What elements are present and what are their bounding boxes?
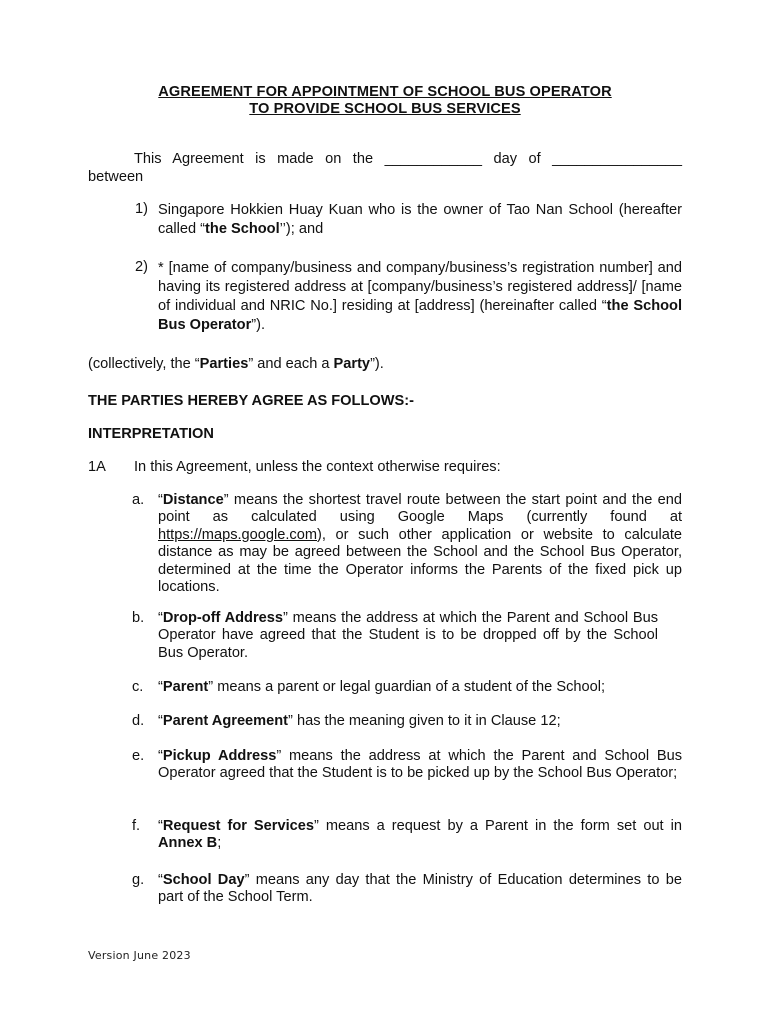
google-maps-link[interactable]: https://maps.google.com	[158, 526, 317, 543]
party-1-number: 1)	[135, 201, 148, 217]
def-f-rest-a: ” means a request by a Parent in the form set out in	[313, 818, 682, 834]
party-2-text-b: ”).	[251, 317, 266, 333]
def-b-rest: ” means the address at which the Parent and School Bus Operator have agreed that the Student is to be dropped off by the School Bus Operator.	[158, 610, 658, 661]
def-b-label: b.	[132, 610, 145, 626]
def-e-open: “	[158, 748, 163, 764]
intro-between: between	[88, 169, 144, 185]
def-a-open: “	[158, 492, 163, 508]
def-c-open: “	[158, 679, 163, 695]
def-d-label: d.	[132, 713, 145, 729]
def-f-rest-b: ;	[217, 835, 222, 852]
def-d	[158, 713, 682, 730]
def-f	[158, 818, 682, 853]
def-e-label: e.	[132, 748, 145, 764]
party-2-text	[158, 259, 682, 335]
version-footer: Version June 2023	[88, 949, 191, 962]
party-1-text	[158, 201, 682, 239]
def-a-label: a.	[132, 492, 145, 508]
collective-d: ”).	[370, 356, 384, 372]
def-b-term: Drop-off Address	[162, 610, 283, 626]
def-c-label: c.	[132, 679, 144, 695]
collective-a: (collectively, the “	[88, 356, 200, 372]
def-f-label: f.	[132, 818, 141, 834]
clause-text: In this Agreement, unless the context otherwise requires:	[134, 459, 501, 475]
def-d-open: “	[158, 713, 163, 729]
date-blank: ____________	[384, 151, 482, 167]
def-f-open: “	[158, 818, 163, 834]
def-a-rest-a: ” means the shortest travel route between the start point and the end point as calculated using Google Maps (currently found at	[158, 492, 682, 526]
intro-text-1: This Agreement is made on the	[134, 151, 374, 167]
collective-parties: Parties	[199, 356, 249, 372]
party-2-bold: the School Bus Operator	[158, 298, 683, 333]
party-2-text-a: * [name of company/business and company/business’s registration number] and having its registered address at [company/business’s registered address]/ [name of individual and NRIC No.] residing at [address] (hereinafter called “	[158, 260, 682, 314]
def-g-label: g.	[132, 872, 145, 888]
def-g-term: School Day	[162, 872, 245, 888]
intro-text-2: day of	[493, 151, 541, 167]
party-1-text-a: Singapore Hokkien Huay Kuan who is the owner of Tao Nan School (hereafter called “	[158, 202, 682, 237]
title-line-2: TO PROVIDE SCHOOL BUS SERVICES	[249, 101, 521, 117]
def-b	[158, 610, 658, 662]
def-c-rest: ” means a parent or legal guardian of a student of the School;	[208, 679, 606, 695]
def-c	[158, 679, 682, 696]
def-g	[158, 872, 682, 907]
def-c-term: Parent	[162, 679, 209, 695]
def-e	[158, 748, 682, 783]
month-blank: ________________	[552, 151, 683, 167]
collective-line	[88, 355, 384, 374]
party-2-number: 2)	[135, 259, 148, 275]
interpretation-heading: INTERPRETATION	[88, 426, 214, 442]
def-b-open: “	[158, 610, 163, 626]
intro-line	[134, 150, 682, 169]
agree-heading: THE PARTIES HEREBY AGREE AS FOLLOWS:-	[88, 393, 414, 409]
party-1-bold: the School	[205, 221, 280, 237]
def-e-rest: ” means the address at which the Parent and School Bus Operator agreed that the Student is to be picked up by the School Bus Operator;	[158, 748, 682, 782]
def-a	[158, 492, 682, 596]
def-e-term: Pickup Address	[162, 748, 277, 764]
collective-c: ” and each a	[248, 356, 334, 372]
party-1-text-b: ’’); and	[279, 221, 324, 237]
def-f-term: Request for Services	[162, 818, 314, 834]
def-f-annex: Annex B	[158, 835, 218, 852]
def-g-rest: ” means any day that the Ministry of Education determines to be part of the School Term.	[158, 872, 682, 906]
def-g-open: “	[158, 872, 163, 888]
collective-party: Party	[333, 356, 371, 372]
def-d-rest: ” has the meaning given to it in Clause 12;	[288, 713, 561, 729]
def-a-term: Distance	[162, 492, 224, 508]
def-d-term: Parent Agreement	[162, 713, 289, 729]
clause-number: 1A	[88, 459, 106, 475]
title-line-1: AGREEMENT FOR APPOINTMENT OF SCHOOL BUS OPERATOR	[158, 84, 612, 100]
def-a-rest-b: ), or such other application or website to calculate distance as may be agreed between the School and the School Bus Operator, determined at the time the Operator informs the Parents of the fixed pick up locations.	[158, 526, 682, 596]
